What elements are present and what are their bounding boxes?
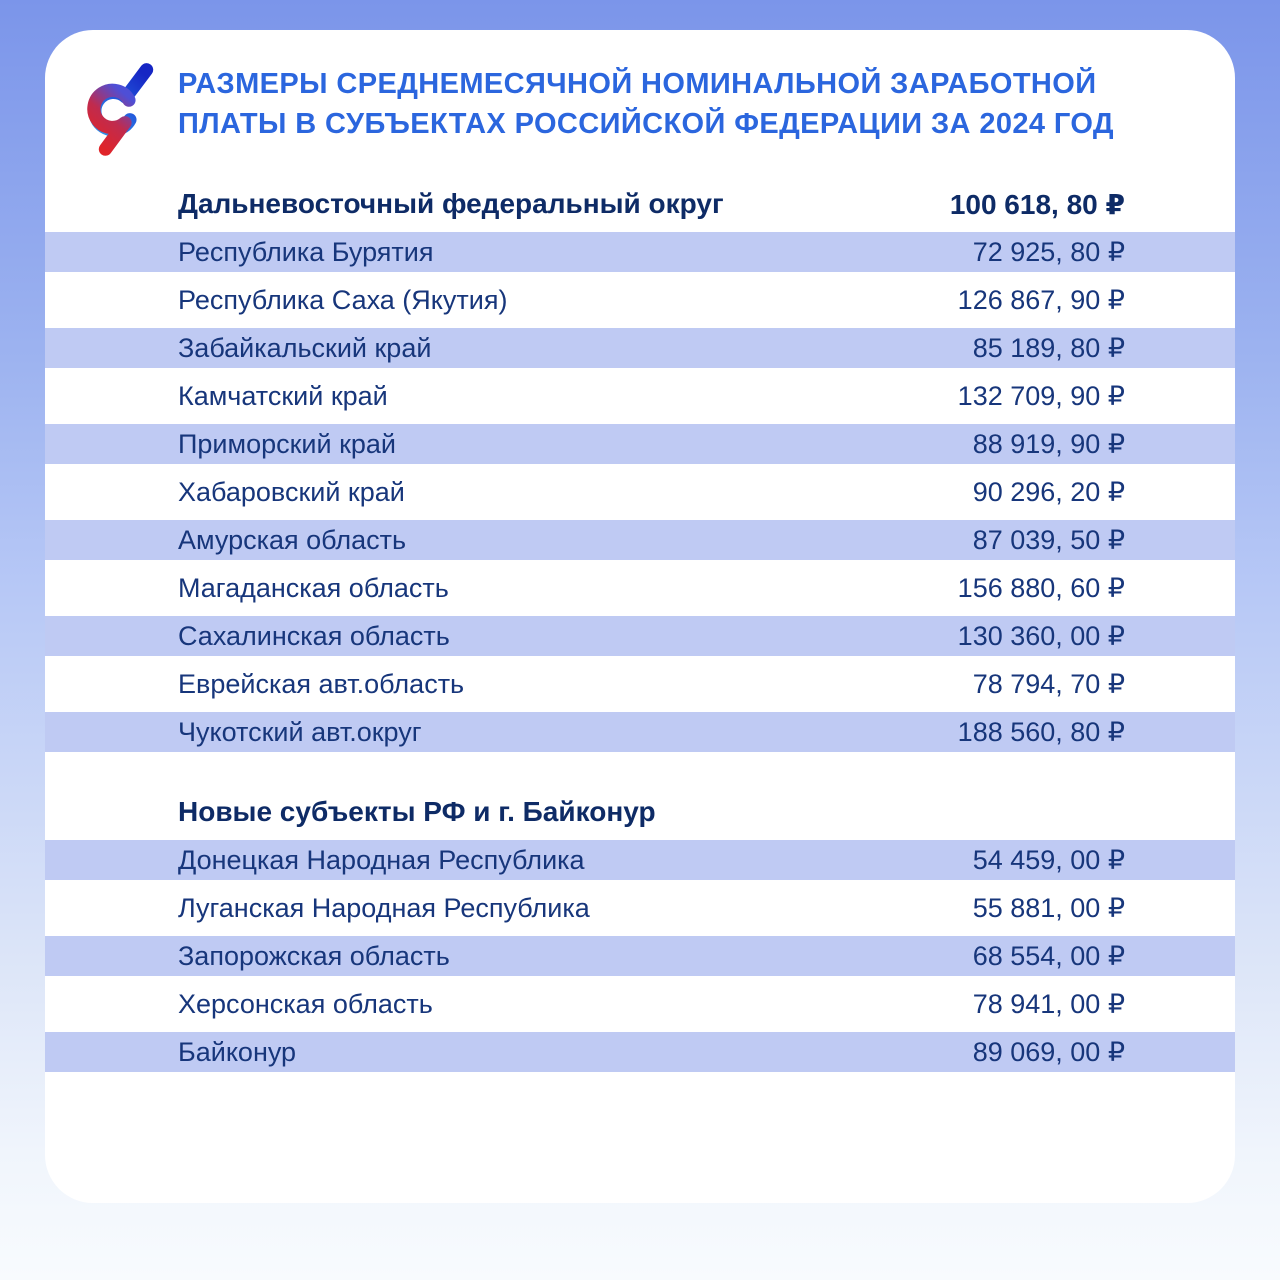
region-label: Донецкая Народная Республика (178, 844, 585, 875)
region-label: Камчатский край (178, 380, 388, 411)
section-header-far-eastern-district (45, 180, 1235, 228)
table-row (45, 980, 1235, 1028)
table-row (45, 708, 1235, 756)
region-value: 78 794, 70 ₽ (972, 668, 1125, 699)
page-title-line-2: ПЛАТЫ В СУБЪЕКТАХ РОССИЙСКОЙ ФЕДЕРАЦИИ ЗА 2024 ГОД (178, 108, 1114, 140)
region-label: Хабаровский край (178, 476, 405, 507)
table-row (45, 516, 1235, 564)
table-row (45, 228, 1235, 276)
infographic-card (45, 30, 1235, 1203)
sfr-logo-icon (77, 58, 175, 156)
region-value: 126 867, 90 ₽ (957, 284, 1125, 315)
region-label: Байконур (178, 1036, 297, 1067)
region-label: Республика Бурятия (178, 236, 434, 267)
table-row (45, 276, 1235, 324)
region-label: Еврейская авт.область (178, 668, 465, 699)
region-label: Магаданская область (178, 572, 449, 603)
region-value: 85 189, 80 ₽ (972, 332, 1125, 363)
region-value: 55 881, 00 ₽ (972, 892, 1125, 923)
table-row (45, 932, 1235, 980)
region-label: Амурская область (178, 524, 407, 555)
table-row (45, 468, 1235, 516)
region-value: 156 880, 60 ₽ (957, 572, 1125, 603)
table-row (45, 612, 1235, 660)
region-label: Херсонская область (178, 988, 433, 1019)
table-row (45, 372, 1235, 420)
region-value: 90 296, 20 ₽ (972, 476, 1125, 507)
section-value: 100 618, 80 ₽ (949, 188, 1125, 220)
region-value: 72 925, 80 ₽ (972, 236, 1125, 267)
region-value: 89 069, 00 ₽ (972, 1036, 1125, 1067)
region-label: Республика Саха (Якутия) (178, 284, 508, 315)
table-row (45, 1028, 1235, 1076)
region-value: 88 919, 90 ₽ (972, 428, 1125, 459)
table-row (45, 884, 1235, 932)
region-label: Сахалинская область (178, 620, 450, 651)
table-row (45, 836, 1235, 884)
region-value: 68 554, 00 ₽ (972, 940, 1125, 971)
region-label: Забайкальский край (178, 332, 432, 363)
region-value: 87 039, 50 ₽ (972, 524, 1125, 555)
section-header-new-subjects (45, 788, 1235, 836)
page-title (178, 64, 1178, 144)
table-row (45, 564, 1235, 612)
region-value: 132 709, 90 ₽ (957, 380, 1125, 411)
region-value: 54 459, 00 ₽ (972, 844, 1125, 875)
wages-table (45, 180, 1235, 1076)
section-label: Новые субъекты РФ и г. Байконур (178, 796, 656, 827)
region-label: Приморский край (178, 428, 397, 459)
table-row (45, 420, 1235, 468)
table-row (45, 324, 1235, 372)
table-row (45, 660, 1235, 708)
section-spacer (45, 756, 1235, 788)
region-value: 188 560, 80 ₽ (957, 716, 1125, 747)
region-value: 130 360, 00 ₽ (957, 620, 1125, 651)
region-label: Запорожская область (178, 940, 450, 971)
region-value: 78 941, 00 ₽ (972, 988, 1125, 1019)
section-label: Дальневосточный федеральный округ (178, 188, 724, 219)
page-title-line-1: РАЗМЕРЫ СРЕДНЕМЕСЯЧНОЙ НОМИНАЛЬНОЙ ЗАРАБОТНОЙ (178, 68, 1097, 100)
region-label: Чукотский авт.округ (178, 716, 422, 747)
region-label: Луганская Народная Республика (178, 892, 590, 923)
